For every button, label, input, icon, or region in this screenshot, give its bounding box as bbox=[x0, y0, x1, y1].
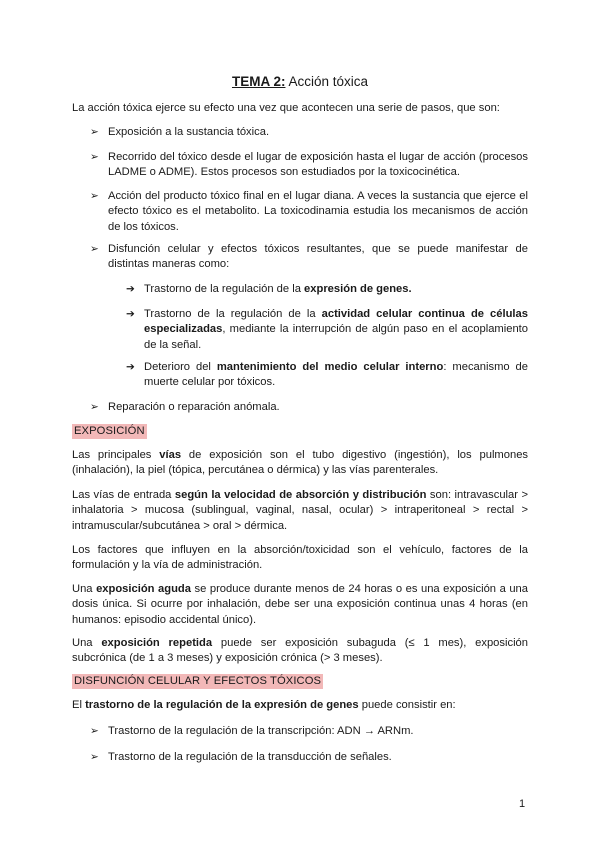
substep-text: Trastorno de la regulación de la actividad celular continua de células especializadas, mediante la interrupción de algún paso en el acoplamiento de la señal. bbox=[144, 308, 528, 351]
section-heading-disfuncion: DISFUNCIÓN CELULAR Y EFECTOS TÓXICOS bbox=[72, 674, 323, 689]
arrow-marker: ➔ bbox=[126, 308, 135, 320]
arrow-marker: ➔ bbox=[126, 361, 135, 373]
step-item bbox=[90, 125, 528, 140]
substep-item bbox=[126, 360, 528, 391]
sublist-text: Trastorno de la regulación de la transducción de señales. bbox=[108, 751, 392, 763]
bullet-marker: ➢ bbox=[90, 751, 99, 763]
bullet-marker: ➢ bbox=[90, 725, 99, 737]
paragraph-aguda: Una exposición aguda se produce durante menos de 24 horas o es una exposición a una dosis única. Si ocurre por inhalación, debe ser una exposición continua unas 4 horas (en humanos: episodio accidental único). bbox=[72, 583, 528, 626]
step-text: Recorrido del tóxico desde el lugar de exposición hasta el lugar de acción (procesos LADME o ADME). Estos procesos son estudiados por la toxicocinética. bbox=[108, 151, 528, 179]
step-item bbox=[90, 189, 528, 235]
bullet-marker: ➢ bbox=[90, 243, 99, 255]
title-text: Acción tóxica bbox=[285, 74, 369, 89]
arrow-marker: ➔ bbox=[126, 283, 135, 295]
paragraph-vias: Las principales vías de exposición son el tubo digestivo (ingestión), los pulmones (inhalación), la piel (tópica, percutánea o dérmica) y las vías parenterales. bbox=[72, 449, 529, 477]
step-item bbox=[90, 242, 528, 273]
substep-item bbox=[126, 307, 528, 353]
paragraph-trastorno: El trastorno de la regulación de la expresión de genes puede consistir en: bbox=[72, 699, 456, 711]
substep-text: Deterioro del mantenimiento del medio celular interno: mecanismo de muerte celular por tóxicos. bbox=[144, 361, 529, 389]
title-label: TEMA 2: bbox=[231, 74, 286, 89]
bullet-marker: ➢ bbox=[90, 151, 99, 163]
step-text: Disfunción celular y efectos tóxicos resultantes, que se puede manifestar de distintas maneras como: bbox=[108, 243, 528, 271]
paragraph-factores: Los factores que influyen en la absorción/toxicidad son el vehículo, factores de la formulación y la vía de administración. bbox=[72, 544, 528, 572]
page-title bbox=[0, 74, 600, 90]
sublist-item bbox=[90, 724, 528, 739]
paragraph-velocidad: Las vías de entrada según la velocidad de absorción y distribución son: intravascular > inhalatoria > mucosa (sublingual, vaginal, nasal, ocular) > intraperitoneal > rectal > intramuscular/subcutánea > oral > dérmica. bbox=[72, 489, 528, 532]
page-number: 1 bbox=[519, 798, 526, 810]
intro-paragraph: La acción tóxica ejerce su efecto una vez que acontecen una serie de pasos, que son: bbox=[72, 102, 500, 114]
section-heading-exposicion: EXPOSICIÓN bbox=[72, 424, 147, 439]
substep-text: Trastorno de la regulación de la expresión de genes. bbox=[144, 283, 412, 295]
sublist-item bbox=[90, 750, 528, 765]
step-item bbox=[90, 400, 528, 415]
bullet-marker: ➢ bbox=[90, 401, 99, 413]
bullet-marker: ➢ bbox=[90, 126, 99, 138]
step-item bbox=[90, 150, 528, 181]
bullet-marker: ➢ bbox=[90, 190, 99, 202]
step-text: Acción del producto tóxico final en el lugar diana. A veces la sustancia que ejerce el efecto tóxico es el metabolito. La toxicodinamia estudia los mecanismos de acción de los tóxicos. bbox=[108, 190, 528, 233]
sublist-text: Trastorno de la regulación de la transcripción: ADN → ARNm. bbox=[108, 725, 414, 737]
step-text: Reparación o reparación anómala. bbox=[108, 401, 280, 413]
step-text: Exposición a la sustancia tóxica. bbox=[108, 126, 270, 138]
paragraph-repetida: Una exposición repetida puede ser exposición subaguda (≤ 1 mes), exposición subcrónica (de 1 a 3 meses) y exposición crónica (> 3 meses). bbox=[72, 637, 529, 665]
substep-item bbox=[126, 282, 528, 297]
